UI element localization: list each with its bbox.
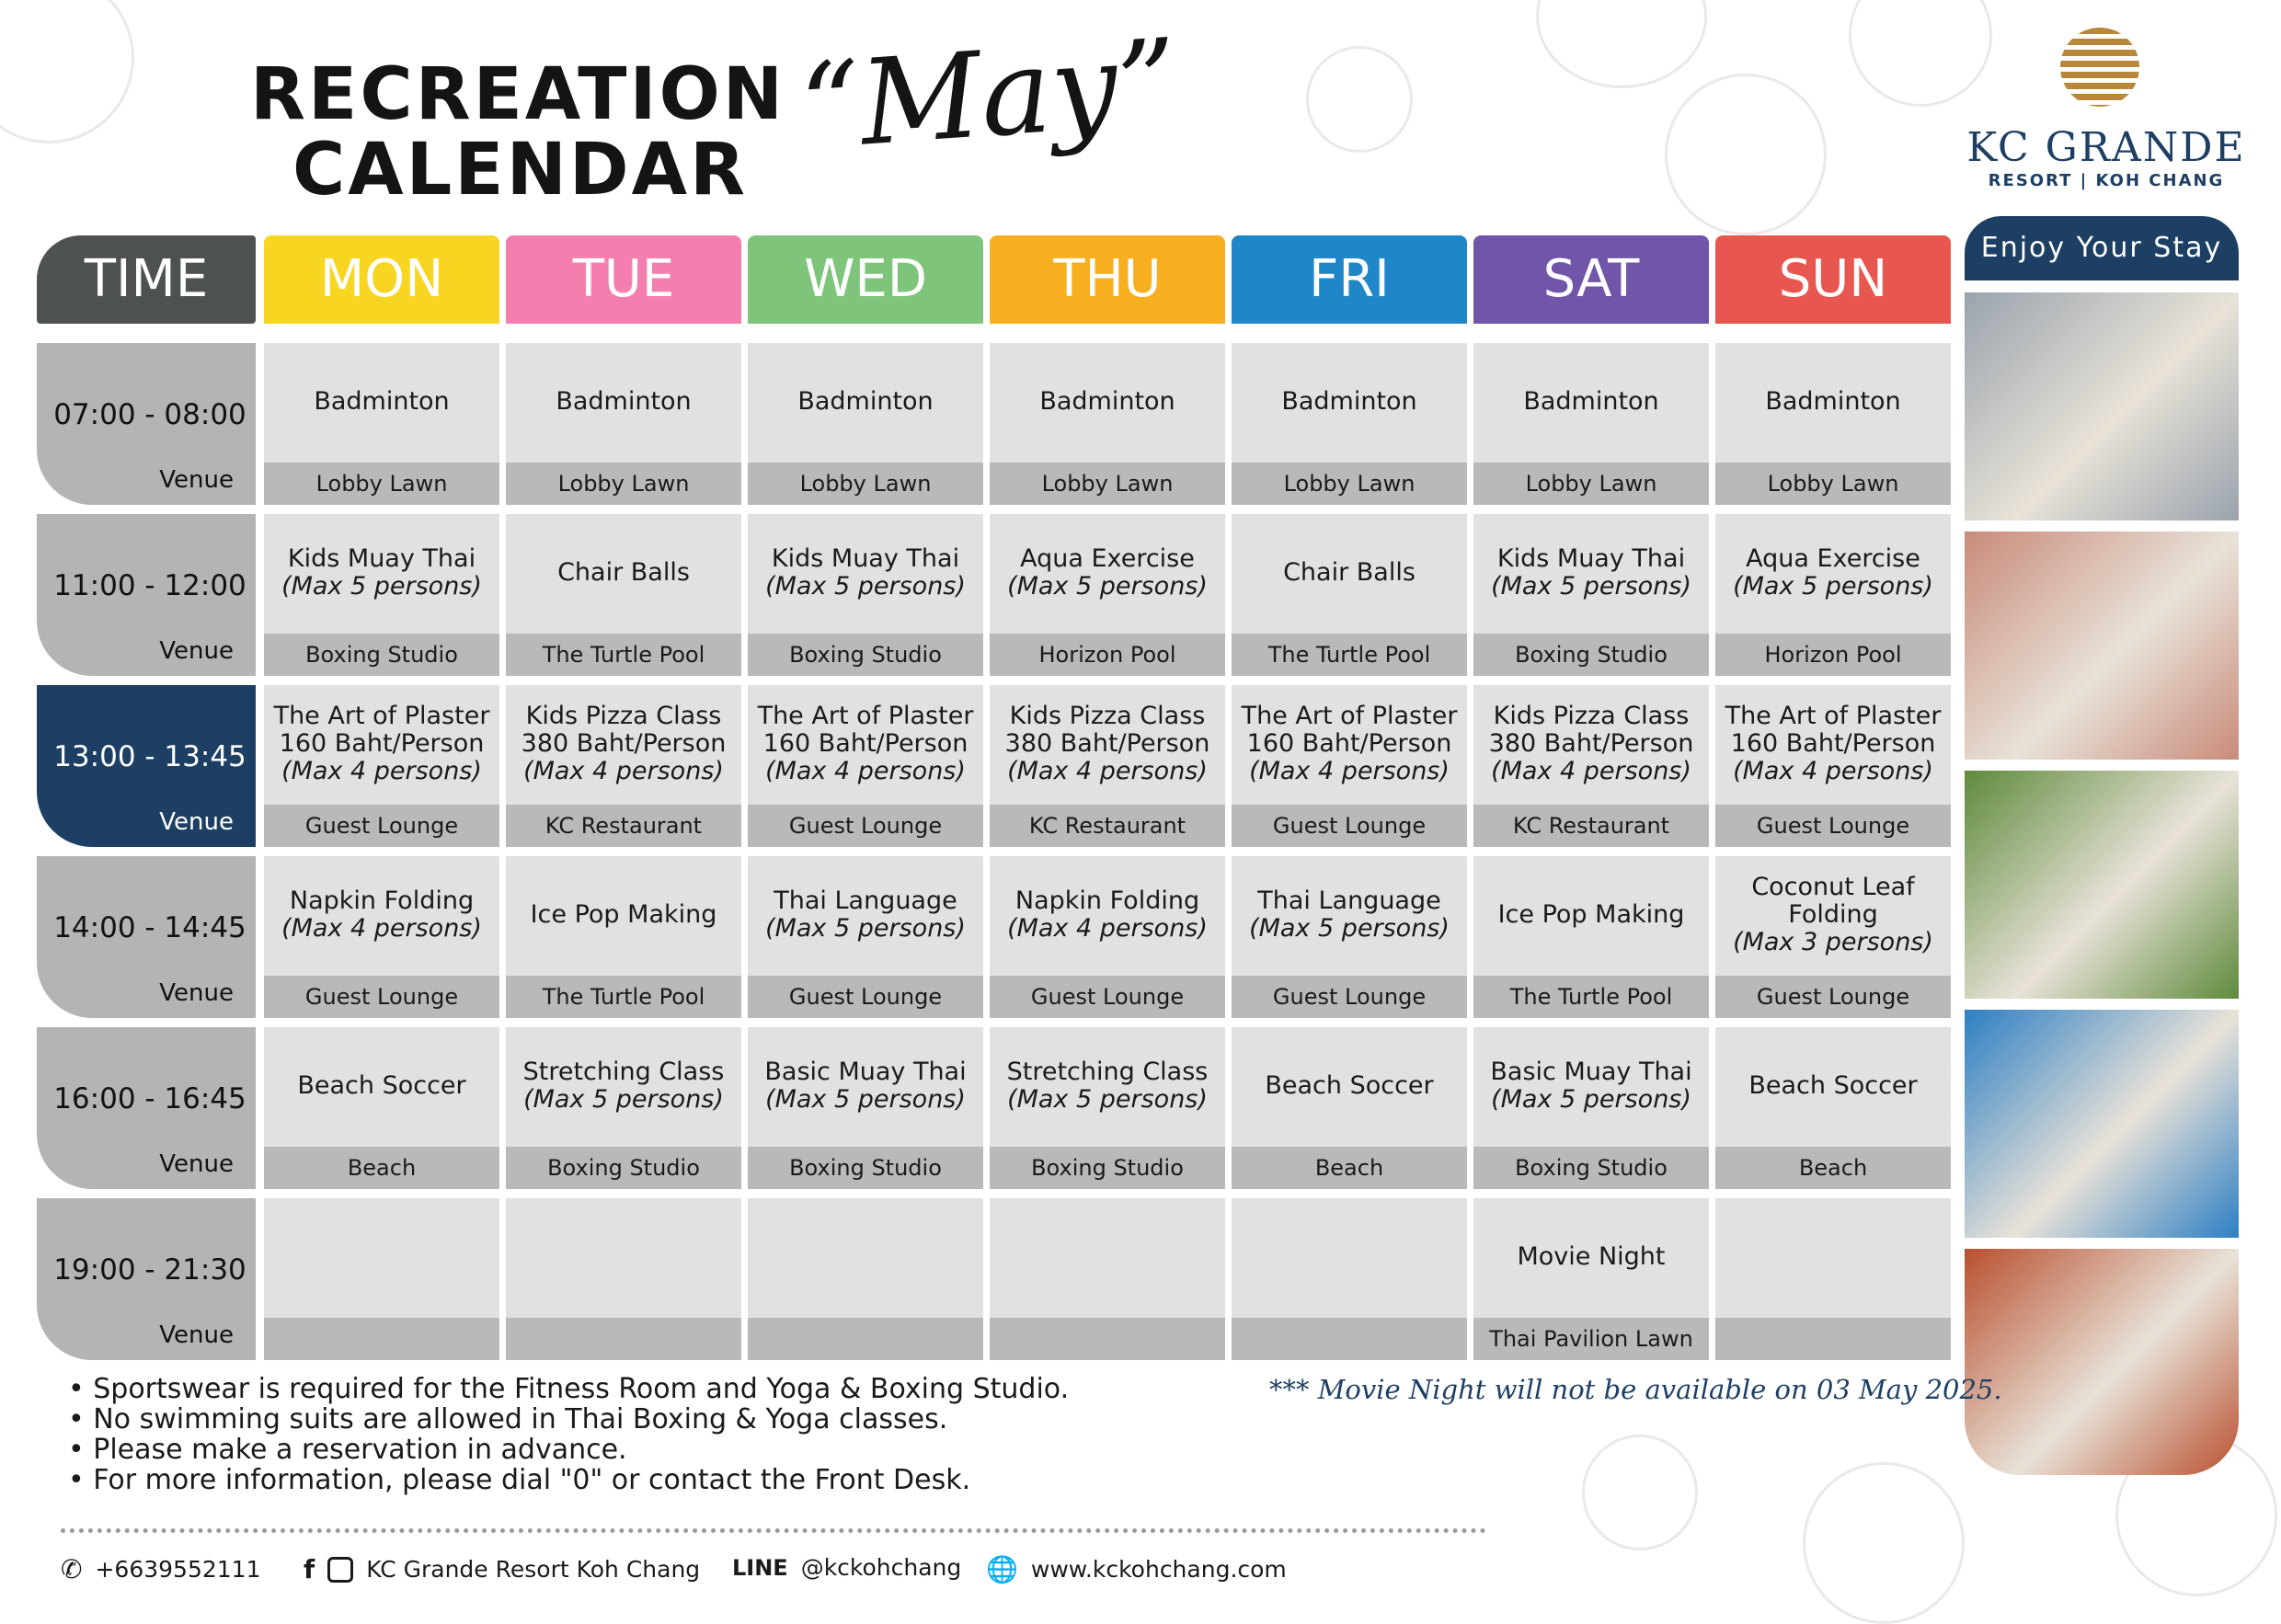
activity — [506, 685, 741, 803]
activity-capacity: (Max 5 persons) — [1007, 1085, 1208, 1114]
time-slot-label: 16:00 - 16:45 — [53, 1082, 246, 1115]
activity — [1473, 685, 1709, 803]
activity-capacity: (Max 4 persons) — [1007, 914, 1208, 943]
photo-coconut-leaf-folding — [1965, 771, 2239, 999]
activity — [990, 514, 1225, 632]
day-header-tue: TUE — [506, 235, 741, 324]
activity-venue: Boxing Studio — [506, 1147, 741, 1189]
activity-capacity: (Max 5 persons) — [523, 1085, 724, 1114]
activity-venue: Guest Lounge — [1715, 976, 1951, 1018]
activity-venue: Lobby Lawn — [1715, 463, 1951, 505]
activity — [1715, 856, 1951, 974]
activity-venue — [1232, 1318, 1467, 1360]
activity — [1473, 856, 1709, 974]
activity-price: 160 Baht/Person — [1730, 728, 1936, 758]
activity — [506, 856, 741, 974]
photo-aqua-exercise-pool — [1965, 1010, 2239, 1238]
activity-cell — [1715, 1198, 1951, 1360]
activity-cell — [748, 343, 983, 505]
activity — [264, 514, 499, 632]
activity-capacity: (Max 4 persons) — [523, 757, 724, 786]
decorative-shell — [1306, 46, 1413, 153]
activity-name: The Art of Plaster — [273, 701, 490, 730]
activity-name: Kids Pizza Class — [525, 701, 722, 730]
activity-venue: Horizon Pool — [990, 634, 1225, 676]
activity-venue: Guest Lounge — [1232, 805, 1467, 847]
activity-venue: Lobby Lawn — [506, 463, 741, 505]
activity-name: Kids Muay Thai — [771, 543, 960, 573]
activity-name: Beach Soccer — [297, 1070, 466, 1100]
note-item: • Sportswear is required for the Fitness Room and Yoga & Boxing Studio. — [68, 1374, 1069, 1404]
activity-name: Badminton — [314, 386, 450, 416]
activity — [990, 685, 1225, 803]
activity-cell — [506, 685, 741, 847]
activity — [748, 856, 983, 974]
venue-label: Venue — [159, 979, 234, 1007]
activity-name: Stretching Class — [1006, 1057, 1209, 1086]
decorative-shell — [1665, 74, 1827, 235]
movie-night-note: *** Movie Night will not be available on 03 May 2025. — [1269, 1374, 2002, 1405]
time-slot — [37, 343, 256, 505]
activity-cell — [264, 1027, 499, 1189]
activity-capacity: (Max 5 persons) — [281, 572, 482, 600]
activity-venue: Lobby Lawn — [1232, 463, 1467, 505]
activity-cell — [1473, 514, 1709, 676]
activity-cell — [1232, 685, 1467, 847]
activity-name: Ice Pop Making — [530, 899, 717, 929]
activity-name: Coconut Leaf Folding — [1751, 872, 1915, 929]
activity — [990, 856, 1225, 974]
line-id: @kckohchang — [800, 1554, 962, 1581]
activity-price: 380 Baht/Person — [1488, 728, 1694, 758]
activity-name: The Art of Plaster — [1241, 701, 1458, 730]
activity-venue: Beach — [1715, 1147, 1951, 1189]
line-icon: LINE — [732, 1554, 788, 1581]
activity-venue: Lobby Lawn — [990, 463, 1225, 505]
activity-cell — [1715, 514, 1951, 676]
activity-cell — [1473, 343, 1709, 505]
decorative-shell — [0, 0, 134, 143]
activity — [1473, 514, 1709, 632]
divider — [61, 1528, 1486, 1533]
note-item: • For more information, please dial "0" or contact the Front Desk. — [68, 1465, 1069, 1495]
day-header-thu: THU — [990, 235, 1225, 324]
footer-social[interactable] — [304, 1554, 700, 1584]
activity-capacity: (Max 5 persons) — [1491, 572, 1691, 600]
activity-price: 160 Baht/Person — [762, 728, 969, 758]
activity-venue: The Turtle Pool — [1232, 634, 1467, 676]
activity-venue: Lobby Lawn — [264, 463, 499, 505]
activity — [1232, 343, 1467, 461]
activity-venue — [264, 1318, 499, 1360]
time-slot-label: 14:00 - 14:45 — [53, 911, 246, 944]
activity-cell — [506, 514, 741, 676]
decorative-shell — [1536, 0, 1707, 88]
activity-venue: Boxing Studio — [748, 1147, 983, 1189]
venue-label: Venue — [159, 1150, 234, 1178]
activity — [264, 856, 499, 974]
activity-name: Chair Balls — [1283, 557, 1416, 587]
activity — [506, 1198, 741, 1316]
activity — [1232, 514, 1467, 632]
notes-list — [68, 1374, 1069, 1495]
activity-cell — [1715, 685, 1951, 847]
decorative-shell — [1803, 1462, 1965, 1624]
activity — [1715, 1027, 1951, 1145]
activity-venue: Guest Lounge — [264, 805, 499, 847]
activity-name: Aqua Exercise — [1746, 543, 1920, 573]
activity-cell — [1232, 1198, 1467, 1360]
time-slot — [37, 1198, 256, 1360]
activity-cell — [748, 1198, 983, 1360]
venue-label: Venue — [159, 637, 234, 665]
decorative-shell — [1849, 0, 1992, 107]
activity-cell — [506, 343, 741, 505]
activity-venue — [990, 1318, 1225, 1360]
activity — [264, 1198, 499, 1316]
time-slot-label: 11:00 - 12:00 — [53, 569, 246, 602]
time-slot-label: 13:00 - 13:45 — [53, 740, 246, 773]
activity-venue: KC Restaurant — [1473, 805, 1709, 847]
activity-cell — [264, 1198, 499, 1360]
activity-name: Movie Night — [1517, 1241, 1666, 1271]
time-slot — [37, 856, 256, 1018]
activity-cell — [1715, 1027, 1951, 1189]
time-slot — [37, 685, 256, 847]
venue-label: Venue — [159, 808, 234, 836]
activity — [1715, 343, 1951, 461]
activity-venue: Guest Lounge — [1232, 976, 1467, 1018]
day-header-sun: SUN — [1715, 235, 1951, 324]
activity-venue: Boxing Studio — [1473, 1147, 1709, 1189]
activity — [990, 1198, 1225, 1316]
activity-capacity: (Max 5 persons) — [1249, 914, 1450, 943]
activity-capacity: (Max 4 persons) — [281, 914, 482, 943]
activity — [748, 1027, 983, 1145]
photo-plaster-doll-painting — [1965, 532, 2239, 760]
activity — [1473, 343, 1709, 461]
activity-capacity: (Max 4 persons) — [765, 757, 966, 786]
activity-capacity: (Max 4 persons) — [1007, 757, 1208, 786]
activity-cell — [264, 343, 499, 505]
activity-name: Badminton — [797, 386, 934, 416]
activity-price: 160 Baht/Person — [1246, 728, 1452, 758]
activity-name: Kids Muay Thai — [287, 543, 476, 573]
activity-name: The Art of Plaster — [757, 701, 974, 730]
phone-icon: ✆ — [61, 1554, 83, 1584]
activity-cell — [506, 1198, 741, 1360]
activity-venue: Boxing Studio — [264, 634, 499, 676]
facebook-icon: f — [304, 1554, 315, 1584]
activity-cell — [506, 1027, 741, 1189]
activity-venue: Boxing Studio — [748, 634, 983, 676]
activity-name: Ice Pop Making — [1497, 899, 1685, 929]
social-name: KC Grande Resort Koh Chang — [366, 1556, 701, 1583]
activity-name: Napkin Folding — [1014, 886, 1200, 915]
activity-name: Stretching Class — [522, 1057, 725, 1086]
time-slot-label: 19:00 - 21:30 — [53, 1253, 246, 1287]
activity-venue: Boxing Studio — [1473, 634, 1709, 676]
activity-capacity: (Max 4 persons) — [1249, 757, 1450, 786]
activity-cell — [1232, 1027, 1467, 1189]
activity-cell — [990, 514, 1225, 676]
note-item: • Please make a reservation in advance. — [68, 1435, 1069, 1465]
activity-capacity: (Max 3 persons) — [1733, 928, 1933, 957]
activity-cell — [1473, 1027, 1709, 1189]
activity-name: Aqua Exercise — [1020, 543, 1195, 573]
activity-cell — [748, 514, 983, 676]
activity-cell — [990, 856, 1225, 1018]
activity-venue: KC Restaurant — [506, 805, 741, 847]
activity-venue: Beach — [264, 1147, 499, 1189]
activity-cell — [990, 343, 1225, 505]
activity — [1473, 1027, 1709, 1145]
footer-website[interactable] — [986, 1554, 1287, 1584]
activity-name: Beach Soccer — [1265, 1070, 1434, 1100]
time-slot-label: 07:00 - 08:00 — [53, 398, 246, 431]
activity-name: Basic Muay Thai — [1490, 1057, 1692, 1086]
activity-name: Kids Muay Thai — [1496, 543, 1686, 573]
day-header-mon: MON — [264, 235, 499, 324]
activity — [1715, 1198, 1951, 1316]
activity-name: Basic Muay Thai — [764, 1057, 967, 1086]
title-line-1: RECREATION — [250, 53, 786, 136]
activity-capacity: (Max 5 persons) — [1733, 572, 1933, 600]
activity — [506, 1027, 741, 1145]
activity — [1232, 856, 1467, 974]
phone-number: +6639552111 — [95, 1556, 261, 1583]
activity-cell — [264, 685, 499, 847]
activity — [1715, 685, 1951, 803]
activity-cell — [990, 1198, 1225, 1360]
activity-capacity: (Max 5 persons) — [1491, 1085, 1691, 1114]
tagline-banner: Enjoy Your Stay — [1965, 216, 2239, 280]
photo-pizza-making — [1965, 1249, 2239, 1475]
activity-cell — [748, 856, 983, 1018]
activity — [506, 514, 741, 632]
photo-plaster-painting-tool — [1965, 292, 2239, 520]
activity-venue: KC Restaurant — [990, 805, 1225, 847]
activity — [264, 1027, 499, 1145]
activity-venue: Beach — [1232, 1147, 1467, 1189]
time-slot — [37, 514, 256, 676]
activity-capacity: (Max 5 persons) — [765, 1085, 966, 1114]
activity-cell — [990, 1027, 1225, 1189]
activity — [1232, 1027, 1467, 1145]
activity-cell — [1232, 514, 1467, 676]
activity-name: Badminton — [1523, 386, 1659, 416]
activity-price: 380 Baht/Person — [521, 728, 727, 758]
activity-venue: Lobby Lawn — [748, 463, 983, 505]
activity-cell — [1715, 856, 1951, 1018]
activity-name: Chair Balls — [557, 557, 690, 587]
month-title: “May” — [796, 13, 1183, 177]
logo-subtitle: RESORT | KOH CHANG — [1988, 171, 2225, 190]
activity — [506, 343, 741, 461]
activity-cell — [264, 856, 499, 1018]
website-url: www.kckohchang.com — [1030, 1556, 1287, 1583]
activity-name: Napkin Folding — [289, 886, 475, 915]
activity-venue: The Turtle Pool — [506, 634, 741, 676]
activity — [1232, 685, 1467, 803]
activity-cell — [1715, 343, 1951, 505]
activity — [748, 514, 983, 632]
activity — [264, 685, 499, 803]
activity-capacity: (Max 4 persons) — [281, 757, 482, 786]
activity-venue: Guest Lounge — [990, 976, 1225, 1018]
day-header-wed: WED — [748, 235, 983, 324]
footer-line[interactable] — [732, 1554, 961, 1581]
activity-venue: Horizon Pool — [1715, 634, 1951, 676]
activity-cell — [1473, 856, 1709, 1018]
activity-capacity: (Max 5 persons) — [765, 572, 966, 600]
activity-venue: Thai Pavilion Lawn — [1473, 1318, 1709, 1360]
activity-venue: Guest Lounge — [748, 805, 983, 847]
activity-name: The Art of Plaster — [1725, 701, 1942, 730]
activity — [990, 1027, 1225, 1145]
activity-venue: The Turtle Pool — [506, 976, 741, 1018]
logo-name: KC GRANDE — [1966, 124, 2246, 171]
activity-cell — [748, 1027, 983, 1189]
activity-venue: Guest Lounge — [264, 976, 499, 1018]
activity-venue: Boxing Studio — [990, 1147, 1225, 1189]
activity-capacity: (Max 4 persons) — [1733, 757, 1933, 786]
activity-capacity: (Max 4 persons) — [1491, 757, 1691, 786]
activity-name: Thai Language — [1257, 886, 1441, 915]
day-header-sat: SAT — [1473, 235, 1709, 324]
instagram-icon — [327, 1557, 353, 1583]
activity-cell — [990, 685, 1225, 847]
activity-venue — [1715, 1318, 1951, 1360]
activity-name: Kids Pizza Class — [1493, 701, 1690, 730]
activity — [1232, 1198, 1467, 1316]
activity — [1715, 514, 1951, 632]
activity-cell — [1232, 856, 1467, 1018]
activity-venue — [506, 1318, 741, 1360]
activity-name: Beach Soccer — [1748, 1070, 1918, 1100]
note-item: • No swimming suits are allowed in Thai Boxing & Yoga classes. — [68, 1404, 1069, 1435]
activity-name: Badminton — [1765, 386, 1901, 416]
globe-icon: 🌐 — [986, 1554, 1018, 1584]
activity-cell — [1232, 343, 1467, 505]
activity — [748, 1198, 983, 1316]
activity — [748, 685, 983, 803]
activity-cell — [1473, 1198, 1709, 1360]
activity-name: Badminton — [556, 386, 692, 416]
title-line-2: CALENDAR — [292, 129, 749, 212]
activity-cell — [264, 514, 499, 676]
activity-venue: Lobby Lawn — [1473, 463, 1709, 505]
activity-name: Thai Language — [774, 886, 957, 915]
footer-phone[interactable] — [61, 1554, 260, 1584]
activity-venue: The Turtle Pool — [1473, 976, 1709, 1018]
activity-venue — [748, 1318, 983, 1360]
activity-venue: Guest Lounge — [1715, 805, 1951, 847]
venue-label: Venue — [159, 1321, 234, 1349]
activity — [264, 343, 499, 461]
activity-name: Badminton — [1281, 386, 1417, 416]
decorative-shell — [1582, 1435, 1698, 1550]
time-header: TIME — [37, 235, 256, 324]
activity-cell — [1473, 685, 1709, 847]
activity-price: 160 Baht/Person — [279, 728, 485, 758]
activity-name: Kids Pizza Class — [1009, 701, 1206, 730]
activity-venue: Guest Lounge — [748, 976, 983, 1018]
activity — [990, 343, 1225, 461]
activity — [748, 343, 983, 461]
activity-name: Badminton — [1039, 386, 1175, 416]
activity-capacity: (Max 5 persons) — [765, 914, 966, 943]
activity-cell — [748, 685, 983, 847]
activity-capacity: (Max 5 persons) — [1007, 572, 1208, 600]
time-slot — [37, 1027, 256, 1189]
activity-cell — [506, 856, 741, 1018]
activity — [1473, 1198, 1709, 1316]
activity-price: 380 Baht/Person — [1004, 728, 1210, 758]
day-header-fri: FRI — [1232, 235, 1467, 324]
venue-label: Venue — [159, 466, 234, 494]
kc-grande-logo-icon — [2060, 28, 2139, 107]
